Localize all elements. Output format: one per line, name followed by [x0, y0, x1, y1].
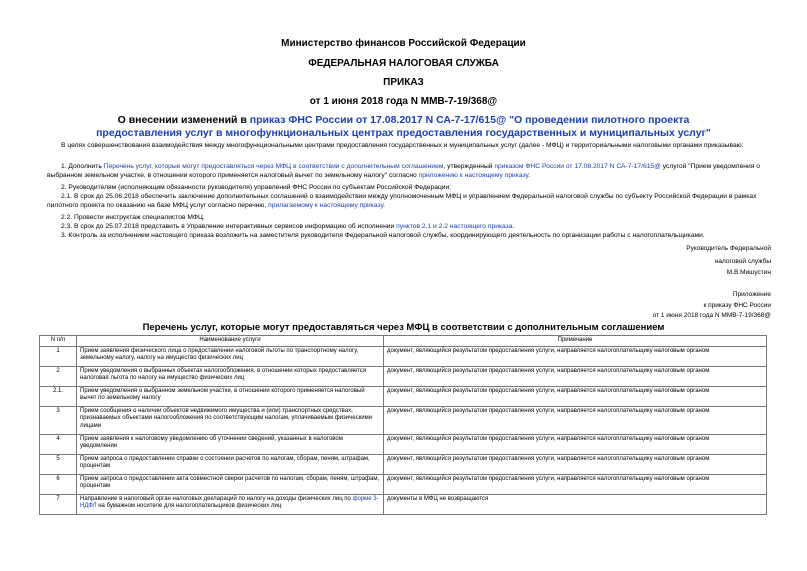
table-row: [40, 406, 767, 434]
service-name: ФЕДЕРАЛЬНАЯ НАЛОГОВАЯ СЛУЖБА: [308, 58, 499, 69]
signature-line-2: налоговой службы: [714, 258, 771, 265]
form-3ndfl-link[interactable]: форме 3-НДФЛ: [80, 495, 379, 510]
table-row: [40, 494, 767, 514]
header-note: Примечание: [384, 336, 767, 347]
attached-list-link[interactable]: прилагаемому к настоящему приказу: [268, 201, 384, 209]
table-row: [40, 366, 767, 386]
row-note: документ, являющийся результатом предоставления услуги, направляется налогоплательщику налоговым органом: [384, 366, 767, 386]
header-service: Наименование услуги: [77, 336, 384, 347]
signature-line-1: Руководитель Федеральной: [686, 245, 771, 252]
paragraph-3: 3. Контроль за исполнением настоящего приказа возложить на заместителя руководителя Федеральной налоговой службы, координирующего деятельность по организации работы с налогоплательщиками.: [61, 232, 705, 239]
paragraph-2-1: 2.1. В срок до 25.06.2018 обеспечить заключение дополнительных соглашений о взаимодействии между уполномоченным МФЦ и управлением Федеральной налоговой службы по субъекту Российской Федерации в рамках пилотного проекта по оказанию на базе МФЦ услуг согласно перечню, прилагаемому к настоящему приказу.: [47, 193, 757, 209]
document-title: О внесении изменений в приказ ФНС России от 17.08.2017 N СА-7-17/615@ "О проведении пилотного проекта предоставления услуг в многофункциональных центрах предоставления государственных и муниципальных услуг": [96, 114, 711, 139]
appendix-link[interactable]: приложению к настоящему приказу: [418, 171, 529, 179]
appendix-ref-2: от 1 июня 2018 года N ММВ-7-19/368@: [652, 312, 771, 319]
table-row: [40, 346, 767, 366]
paragraph-1: 1. Дополнить Перечень услуг, которые могут предоставляться через МФЦ в соответствии с дополнительным соглашением, утвержденный приказом ФНС России от 17.08.2017 N СА-7-17/615@ услугой "Прием уведомления о выбранном земельном участке, в отношении которого применяется налоговый вычет по земельному налогу" согласно приложению к настоящему приказу.: [47, 163, 760, 179]
row-service: Прием заявления к налоговому уведомлению об уточнении сведений, указанных в налоговом уведомлении: [77, 434, 384, 454]
row-note: документы в МФЦ не возвращаются: [384, 494, 767, 514]
row-service: Прием уведомления о выбранном земельном участке, в отношении которого применяется налоговый вычет по земельному налогу: [77, 386, 384, 406]
table-header-row: [40, 336, 767, 347]
order-link[interactable]: приказом ФНС России от 17.08.2017 N СА-7-17/615@: [494, 163, 661, 170]
row-service: Прием запроса о предоставлении справки о состоянии расчетов по налогам, сборам, пеням, штрафам, процентам: [77, 454, 384, 474]
row-note: документ, являющийся результатом предоставления услуги, направляется налогоплательщику налоговым органом: [384, 474, 767, 494]
row-service: Направление в налоговый орган налоговых деклараций по налогу на доходы физических лиц по форме 3-НДФЛ на бумажном носителе для налогоплательщиков физических лиц: [77, 494, 384, 514]
table-row: [40, 474, 767, 494]
row-note: документ, являющийся результатом предоставления услуги, направляется налогоплательщику налоговым органом: [384, 454, 767, 474]
services-list-link[interactable]: Перечень услуг, которые могут предоставляться через МФЦ в соответствии с дополнительным соглашением: [103, 163, 444, 170]
row-number: 2.1.: [40, 386, 77, 406]
title-link[interactable]: приказ ФНС России от 17.08.2017 N СА-7-17/615@ "О проведении пилотного проекта предоставления услуг в многофункциональных центрах предоставления государственных и муниципальных услуг": [96, 114, 711, 139]
header-number: N п/п: [40, 336, 77, 347]
signature-name: М.В.Мишустин: [726, 269, 771, 276]
row-service: Прием сообщения о наличии объектов недвижимого имущества и (или) транспортных средствах, признаваемых объектами налогообложения по соответствующим налогам, уплачиваемым физическими лицами: [77, 406, 384, 434]
services-table: [39, 335, 767, 515]
row-service: Прием заявления физического лица о предоставлении налоговой льготы по транспортному налогу, земельному налогу, налогу на имущество физических лиц: [77, 346, 384, 366]
paragraph-2-3: 2.3. В срок до 25.07.2018 представить в Управление интерактивных сервисов информацию об исполнении пунктов 2.1 и 2.2 настоящего приказа.: [61, 223, 515, 230]
row-service: Прием уведомления о выбранных объектах налогообложения, в отношении которых предоставляется налоговая льгота по налогу на имущество физических лиц: [77, 366, 384, 386]
paragraph-2: 2. Руководителям (исполняющим обязанности руководителя) управлений ФНС России по субъектам Российской Федерации:: [61, 184, 452, 191]
clauses-link[interactable]: пунктов 2.1 и 2.2 настоящего приказа: [396, 223, 513, 230]
appendix-ref-1: к приказу ФНС России: [703, 302, 771, 309]
row-note: документ, являющийся результатом предоставления услуги, направляется налогоплательщику налоговым органом: [384, 434, 767, 454]
intro-paragraph: В целях совершенствования взаимодействия между многофункциональными центрами предоставления государственных и муниципальных услуг (далее - МФЦ) и территориальными налоговыми органами приказываю:: [61, 142, 744, 149]
row-number: 6: [40, 474, 77, 494]
row-note: документ, являющийся результатом предоставления услуги, направляется налогоплательщику налоговым органом: [384, 406, 767, 434]
row-note: документ, являющийся результатом предоставления услуги, направляется налогоплательщику налоговым органом: [384, 346, 767, 366]
row-number: 5: [40, 454, 77, 474]
document-date-number: от 1 июня 2018 года N ММВ-7-19/368@: [309, 96, 498, 107]
appendix-title: Перечень услуг, которые могут предоставляться через МФЦ в соответствии с дополнительным соглашением: [142, 322, 665, 333]
row-number: 3: [40, 406, 77, 434]
table-row: [40, 386, 767, 406]
row-number: 1: [40, 346, 77, 366]
row-number: 2: [40, 366, 77, 386]
table-row: [40, 434, 767, 454]
appendix-label: Приложение: [732, 291, 771, 298]
row-number: 7: [40, 494, 77, 514]
row-service: Прием запроса о предоставлении акта совместной сверки расчетов по налогам, сборам, пеням, штрафам, процентам: [77, 474, 384, 494]
row-note: документ, являющийся результатом предоставления услуги, направляется налогоплательщику налоговым органом: [384, 386, 767, 406]
table-row: [40, 454, 767, 474]
ministry-name: Министерство финансов Российской Федерации: [281, 38, 526, 49]
row-number: 4: [40, 434, 77, 454]
document-type: ПРИКАЗ: [383, 77, 424, 88]
paragraph-2-2: 2.2. Провести инструктаж специалистов МФЦ.: [61, 214, 205, 221]
